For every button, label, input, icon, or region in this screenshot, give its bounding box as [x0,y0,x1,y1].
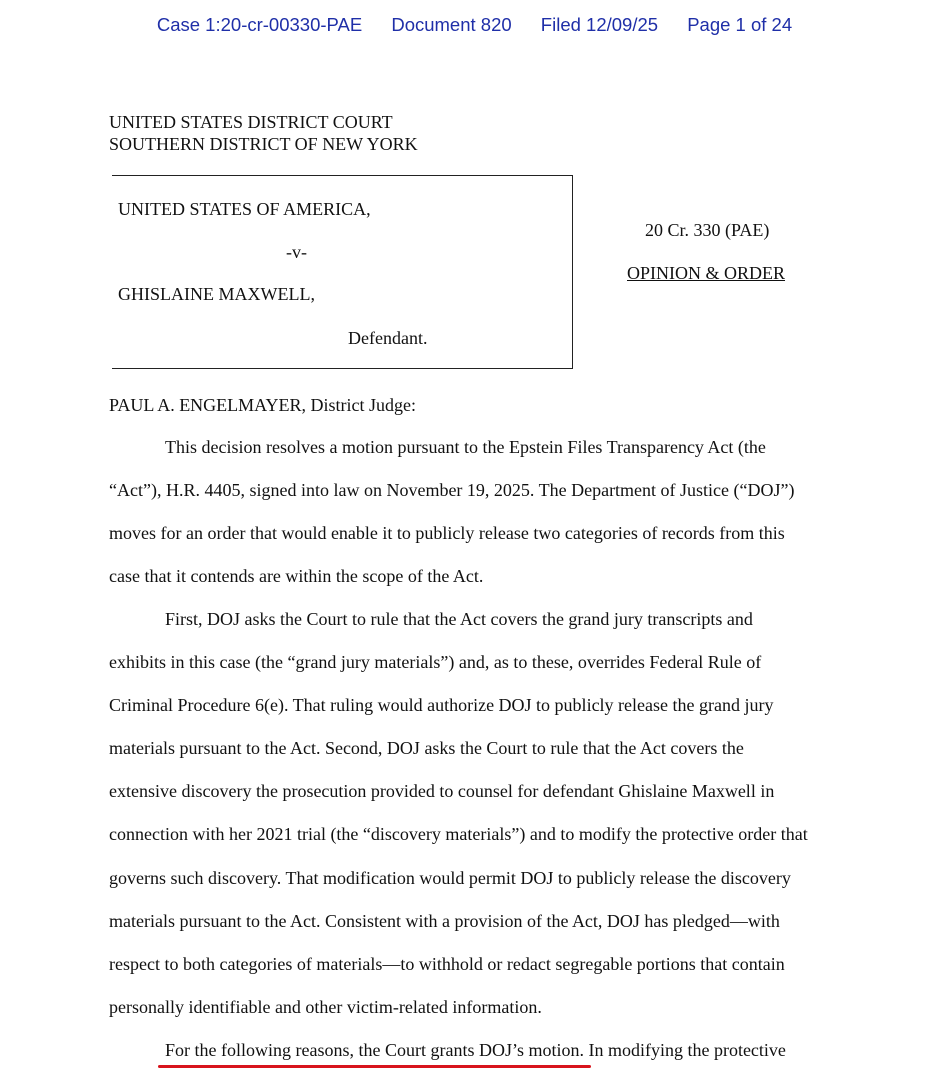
body-line: exhibits in this case (the “grand jury materials”) and, as to these, overrides Federal Rule of [109,652,762,672]
court-heading [109,111,418,155]
body-line: “Act”), H.R. 4405, signed into law on November 19, 2025. The Department of Justice (“DOJ”) [109,480,795,500]
body-line: connection with her 2021 trial (the “discovery materials”) and to modify the protective order that [109,824,808,844]
body-line-highlighted: For the following reasons, the Court grants DOJ’s motion. In modifying the protective [165,1040,786,1060]
body-line: materials pursuant to the Act. Second, DOJ asks the Court to rule that the Act covers the [109,738,744,758]
body-line: governs such discovery. That modification would permit DOJ to publicly release the discovery [109,868,791,888]
body-line: First, DOJ asks the Court to rule that the Act covers the grand jury transcripts and [165,609,753,629]
body-line: Criminal Procedure 6(e). That ruling would authorize DOJ to publicly release the grand jury [109,695,774,715]
court-district: SOUTHERN DISTRICT OF NEW YORK [109,134,418,154]
body-line: extensive discovery the prosecution provided to counsel for defendant Ghislaine Maxwell in [109,781,775,801]
case-number-stamp: Case 1:20-cr-00330-PAE [156,14,363,35]
caption-versus: -v- [286,242,307,262]
document-title: OPINION & ORDER [627,263,786,283]
filed-date-stamp: Filed 12/09/25 [540,14,659,35]
page-number-stamp: Page 1 of 24 [687,14,793,35]
judge-line: PAUL A. ENGELMAYER, District Judge: [109,395,417,415]
court-name: UNITED STATES DISTRICT COURT [109,112,393,132]
document-number-stamp: Document 820 [391,14,512,35]
body-line: respect to both categories of materials—to withhold or redact segregable portions that contain [109,954,785,974]
docket-number: 20 Cr. 330 (PAE) [645,220,770,240]
body-line: This decision resolves a motion pursuant to the Epstein Files Transparency Act (the [165,437,766,457]
caption-defendant-name: GHISLAINE MAXWELL, [118,284,315,304]
body-line: case that it contends are within the scope of the Act. [109,566,484,586]
body-line: moves for an order that would enable it to publicly release two categories of records from this [109,523,785,543]
caption-defendant-label: Defendant. [348,328,428,348]
body-line: materials pursuant to the Act. Consistent with a provision of the Act, DOJ has pledged—with [109,911,780,931]
caption-plaintiff: UNITED STATES OF AMERICA, [118,199,371,219]
case-caption-box [112,175,573,369]
red-annotation-underline [158,1065,591,1068]
ecf-header-stamp [0,14,949,36]
body-line: personally identifiable and other victim-related information. [109,997,542,1017]
